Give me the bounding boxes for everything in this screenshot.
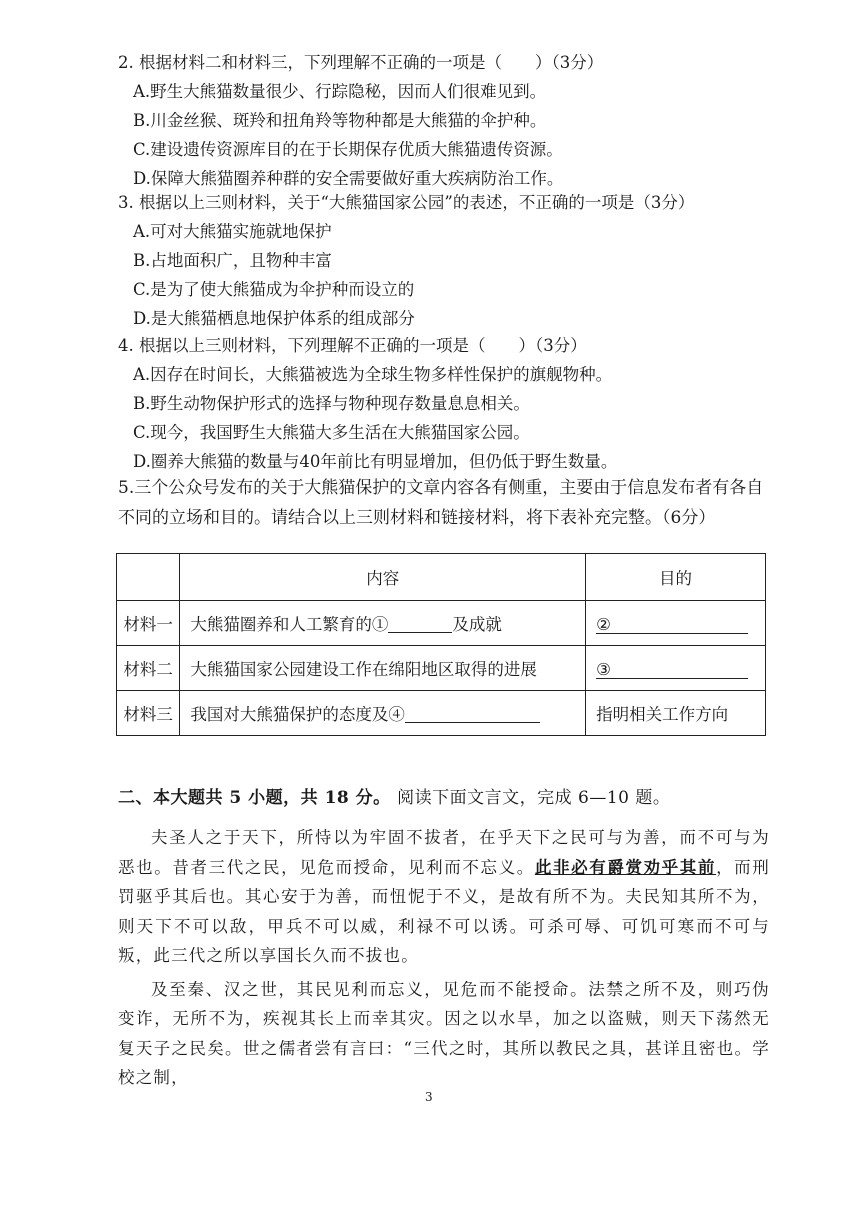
- section-header: [118, 783, 670, 808]
- blank-marker: ②: [596, 615, 611, 634]
- question-stem: 3. 根据以上三则材料，关于“大熊猫国家公园”的表述，不正确的一项是（3分）: [118, 193, 695, 212]
- option-c: C.建设遗传资源库目的在于长期保存优质大熊猫遗传资源。: [133, 140, 563, 159]
- purpose-cell: [586, 646, 766, 691]
- option-b: B.野生动物保护形式的选择与物种现存数量息息相关。: [133, 394, 530, 413]
- content-text: 我国对大熊猫保护的态度及④: [190, 705, 405, 724]
- option-d: D.保障大熊猫圈养种群的安全需要做好重大疾病防治工作。: [133, 169, 564, 188]
- option-d: D.是大熊猫栖息地保护体系的组成部分: [133, 309, 415, 328]
- purpose-cell: 指明相关工作方向: [586, 691, 766, 736]
- passage-paragraph-1: [118, 823, 770, 971]
- question-4: [118, 331, 617, 476]
- content-text: 及成就: [452, 615, 502, 634]
- question-3: [118, 188, 694, 333]
- table-header-cell: 目的: [586, 554, 766, 601]
- table-row: [117, 691, 766, 736]
- option-c: C.现今，我国野生大熊猫大多生活在大熊猫国家公园。: [133, 423, 530, 442]
- purpose-cell: [586, 601, 766, 646]
- question-stem: 4. 根据以上三则材料，下列理解不正确的一项是（ ）（3分）: [118, 336, 587, 355]
- content-cell: [180, 691, 586, 736]
- question-stem: 2. 根据材料二和材料三，下列理解不正确的一项是（ ）（3分）: [118, 53, 604, 72]
- question-2: [118, 48, 603, 193]
- answer-blank-1[interactable]: [388, 614, 452, 633]
- section-title: 二、本大题共 5 小题，共 18 分。: [118, 788, 391, 808]
- row-label: 材料三: [117, 691, 180, 736]
- row-label: 材料二: [117, 646, 180, 691]
- option-b: B.占地面积广，且物种丰富: [133, 251, 332, 270]
- table-row: [117, 601, 766, 646]
- blank-marker: ③: [596, 660, 611, 679]
- table-header-cell: 内容: [180, 554, 586, 601]
- row-label: 材料一: [117, 601, 180, 646]
- page-number: 3: [425, 1090, 433, 1104]
- answer-table: [116, 553, 766, 736]
- answer-blank-3[interactable]: [596, 660, 748, 679]
- classical-passage: [118, 823, 770, 1093]
- content-text: 大熊猫国家公园建设工作在绵阳地区取得的进展: [190, 660, 537, 679]
- table-header-row: [117, 554, 766, 601]
- passage-text: ，而刑罚驱乎其后也。其心安于为善，而忸怩于不义，是故有所不为。夫民知其所不为，则天下不可以敌，甲兵不可以威，利禄不可以诱。可杀可辱、可饥可寒而不可与叛，此三代之所以享国长久而不拔也。: [118, 857, 771, 965]
- content-text: 大熊猫圈养和人工繁育的①: [190, 615, 389, 634]
- option-c: C.是为了使大熊猫成为伞护种而设立的: [133, 280, 415, 299]
- option-d: D.圈养大熊猫的数量与40年前比有明显增加，但仍低于野生数量。: [133, 452, 618, 471]
- option-b: B.川金丝猴、斑羚和扭角羚等物种都是大熊猫的伞护种。: [133, 111, 547, 130]
- option-a: A.因存在时间长，大熊猫被选为全球生物多样性保护的旗舰物种。: [133, 365, 613, 384]
- table-row: [117, 646, 766, 691]
- content-cell: [180, 601, 586, 646]
- question-5: 5.三个公众号发布的关于大熊猫保护的文章内容各有侧重，主要由于信息发布者有各自不同的立场和目的。请结合以上三则材料和链接材料，将下表补充完整。（6分）: [118, 478, 764, 528]
- option-a: A.可对大熊猫实施就地保护: [133, 222, 332, 241]
- passage-paragraph-2: 及至秦、汉之世，其民见利而忘义，见危而不能授命。法禁之所不及，则巧伪变诈，无所不为，疾视其长上而幸其灾。因之以水旱，加之以盗贼，则天下荡然无复天子之民矣。世之儒者尝有言曰：“三代之时，其所以教民之具，甚详且密也。学校之制，: [118, 979, 770, 1087]
- answer-blank-2[interactable]: [596, 615, 748, 634]
- content-cell: [180, 646, 586, 691]
- passage-text: 夫圣人之于天下，所恃以为牢固不拔者，在乎天下之民可与为善，而不可与为恶也。昔者三代之民，见危而授命，见利而不忘义。: [118, 828, 770, 877]
- option-a: A.野生大熊猫数量很少、行踪隐秘，因而人们很难见到。: [133, 82, 547, 101]
- underlined-sentence: 此非必有爵赏劝乎其前: [534, 857, 717, 877]
- answer-blank-4[interactable]: [405, 704, 540, 723]
- table-header-cell: [117, 554, 180, 601]
- section-instruction: 阅读下面文言文，完成 6—10 题。: [397, 788, 671, 808]
